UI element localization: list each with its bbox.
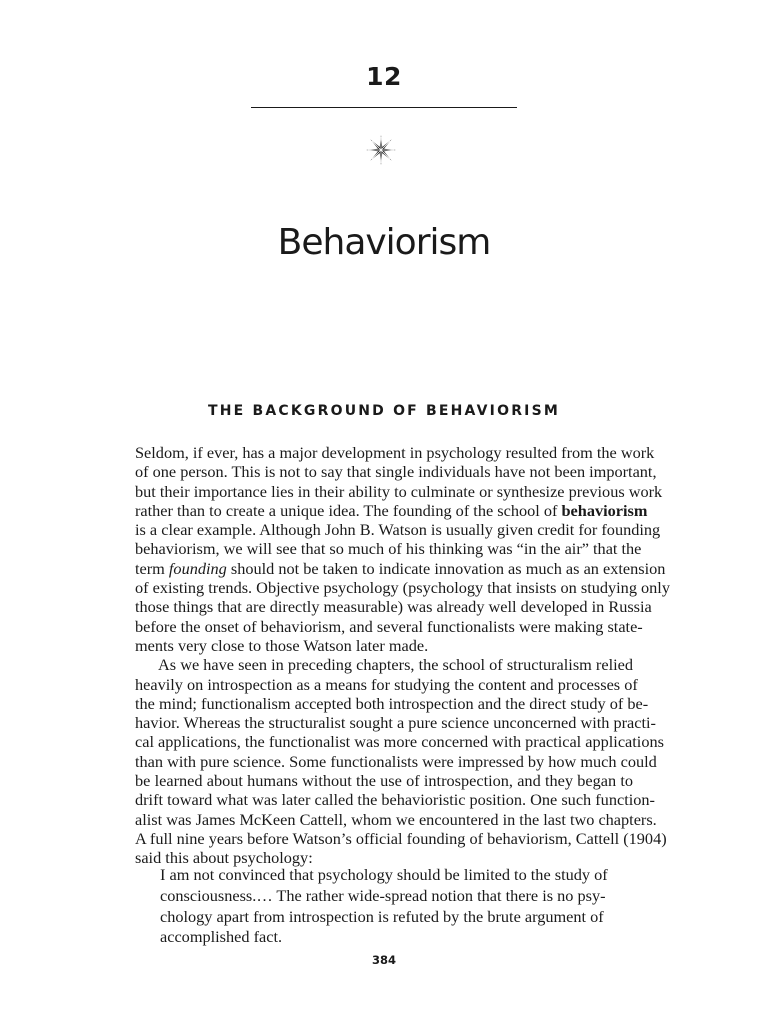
text-line bbox=[135, 558, 666, 578]
text-segment: should not be taken to indicate innovation as much as an extension bbox=[226, 558, 666, 578]
text-line: A full nine years before Watson’s official founding of behaviorism, Cattell (1904) bbox=[135, 828, 667, 848]
text-line: before the onset of behaviorism, and several functionalists were making state- bbox=[135, 616, 643, 636]
text-segment: rather than to create a unique idea. The founding of the school of bbox=[135, 500, 562, 520]
page-number: 384 bbox=[371, 953, 396, 967]
text-line: be learned about humans without the use of introspection, and they began to bbox=[135, 771, 633, 791]
text-line: havior. Whereas the structuralist sought a pure science unconcerned with practi- bbox=[135, 713, 656, 733]
text-line: is a clear example. Although John B. Watson is usually given credit for founding bbox=[135, 520, 661, 540]
section-heading: THE BACKGROUND OF BEHAVIORISM bbox=[207, 403, 560, 419]
chapter-title: Behaviorism bbox=[277, 222, 491, 263]
star-ornament-icon bbox=[364, 133, 398, 167]
text-line bbox=[135, 500, 648, 520]
quote-line: accomplished fact. bbox=[160, 927, 283, 947]
chapter-number: 12 bbox=[366, 62, 402, 91]
paragraph-1 bbox=[135, 443, 670, 655]
chapter-rule-divider bbox=[251, 107, 517, 108]
text-line: As we have seen in preceding chapters, the school of structuralism relied bbox=[158, 655, 633, 675]
text-line: heavily on introspection as a means for studying the content and processes of bbox=[135, 674, 638, 694]
paragraph-2 bbox=[135, 655, 667, 868]
text-line: the mind; functionalism accepted both introspection and the direct study of be- bbox=[135, 693, 649, 713]
text-line: alist was James McKeen Cattell, whom we encountered in the last two chapters. bbox=[135, 809, 657, 829]
emphasis-founding: founding bbox=[168, 558, 227, 578]
term-behaviorism: behaviorism bbox=[561, 500, 648, 520]
quote-line: consciousness.… The rather wide-spread notion that there is no psy- bbox=[160, 885, 606, 905]
text-line: drift toward what was later called the behavioristic position. One such function- bbox=[135, 790, 655, 810]
text-line: but their importance lies in their ability to culminate or synthesize previous work bbox=[135, 481, 663, 501]
text-line: Seldom, if ever, has a major development in psychology resulted from the work bbox=[135, 443, 655, 462]
text-line: cal applications, the functionalist was more concerned with practical applications bbox=[135, 732, 664, 752]
text-line: of existing trends. Objective psychology (psychology that insists on studying only bbox=[135, 578, 670, 598]
text-line: behaviorism, we will see that so much of his thinking was “in the air” that the bbox=[135, 539, 642, 559]
text-line: than with pure science. Some functionalists were impressed by how much could bbox=[135, 751, 657, 771]
body-text bbox=[135, 443, 670, 868]
quote-line: I am not convinced that psychology should be limited to the study of bbox=[160, 865, 608, 884]
text-segment: term bbox=[135, 558, 169, 578]
text-line: of one person. This is not to say that single individuals have not been important, bbox=[135, 462, 657, 482]
text-line: ments very close to those Watson later made. bbox=[135, 635, 429, 655]
text-line: those things that are directly measurable) was already well developed in Russia bbox=[135, 597, 652, 617]
block-quote bbox=[160, 865, 608, 948]
text-line: said this about psychology: bbox=[135, 848, 313, 868]
quote-line: chology apart from introspection is refuted by the brute argument of bbox=[160, 906, 604, 926]
